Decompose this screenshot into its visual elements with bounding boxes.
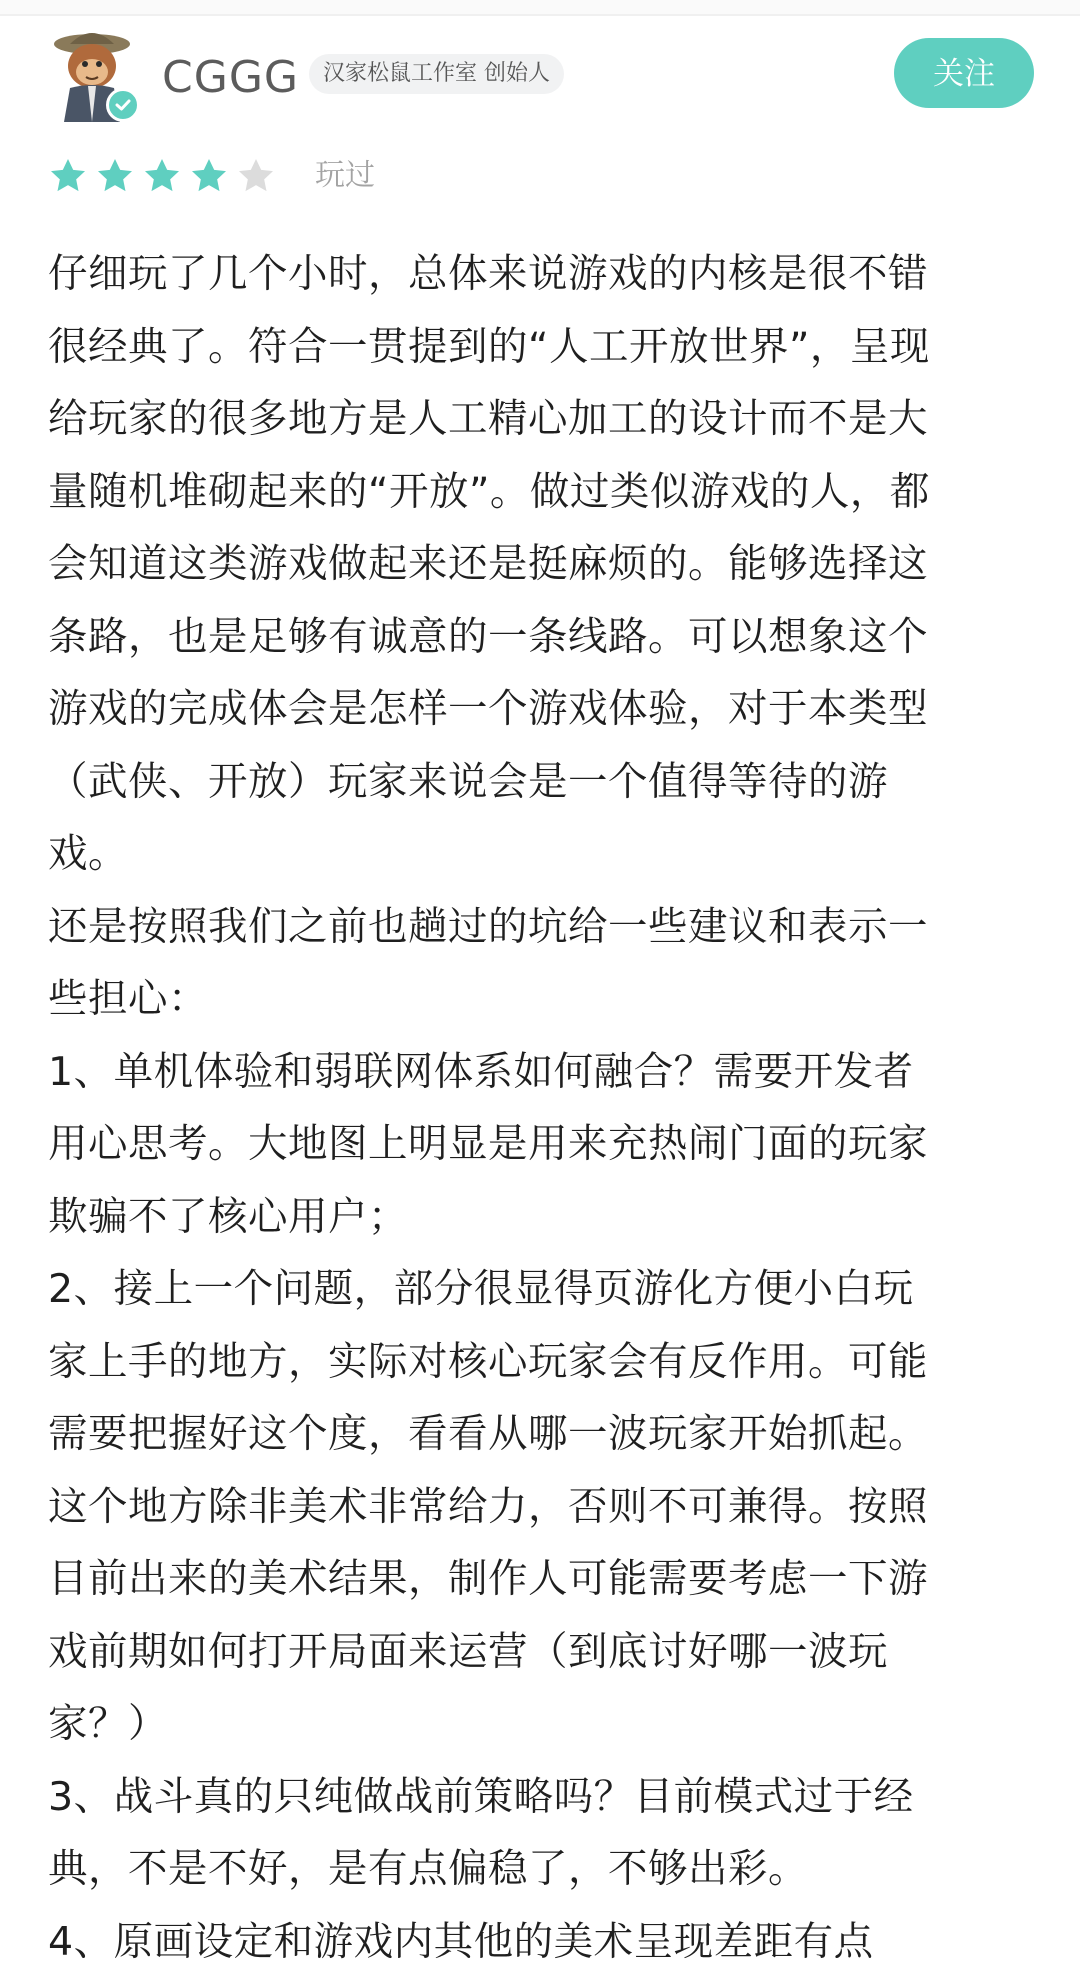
review-line: （武侠、开放）玩家来说会是一个值得等待的游	[48, 758, 888, 805]
review-line: 3、战斗真的只纯做战前策略吗？目前模式过于经	[48, 1773, 914, 1820]
avatar[interactable]	[48, 24, 142, 124]
review-line: 戏前期如何打开局面来运营（到底讨好哪一波玩	[48, 1628, 888, 1675]
played-status: 玩过	[315, 158, 375, 193]
review-line: 1、单机体验和弱联网体系如何融合？需要开发者	[48, 1048, 914, 1095]
review-line: 用心思考。大地图上明显是用来充热闹门面的玩家	[48, 1121, 928, 1167]
user-title-badge: 汉家松鼠工作室 创始人	[309, 54, 564, 94]
star-filled-icon	[142, 156, 182, 196]
rating-row	[48, 150, 375, 202]
review-header	[0, 20, 1080, 140]
review-line: 这个地方除非美术非常给力，否则不可兼得。按照	[48, 1483, 928, 1530]
review-line: 需要把握好这个度，看看从哪一波玩家开始抓起。	[48, 1411, 928, 1457]
star-empty-icon	[236, 156, 276, 196]
star-rating	[48, 156, 283, 196]
review-line: 欺骗不了核心用户；	[48, 1193, 408, 1240]
review-line: 家？）	[48, 1701, 168, 1747]
review-line: 很经典了。符合一贯提到的“人工开放世界”，呈现	[48, 323, 930, 370]
review-line: 4、原画设定和游戏内其他的美术呈现差距有点	[48, 1918, 874, 1965]
review-line: 戏。	[48, 831, 128, 877]
top-divider	[0, 0, 1080, 16]
review-line: 仔细玩了几个小时，总体来说游戏的内核是很不错	[48, 251, 928, 297]
review-line: 典，不是不好，是有点偏稳了，不够出彩。	[48, 1846, 808, 1892]
review-line: 家上手的地方，实际对核心玩家会有反作用。可能	[48, 1338, 928, 1385]
review-line: 些担心：	[48, 976, 208, 1022]
review-line: 量随机堆砌起来的“开放”。做过类似游戏的人，都	[48, 468, 930, 515]
username[interactable]: CGGG	[162, 52, 300, 103]
review-line: 目前出来的美术结果，制作人可能需要考虑一下游	[48, 1556, 928, 1602]
review-line: 游戏的完成体会是怎样一个游戏体验，对于本类型	[48, 686, 928, 732]
review-line: 2、接上一个问题，部分很显得页游化方便小白玩	[48, 1266, 914, 1312]
verified-check-icon	[106, 88, 140, 122]
review-body	[48, 238, 1032, 1978]
star-filled-icon	[95, 156, 135, 196]
review-line: 还是按照我们之前也趟过的坑给一些建议和表示一	[48, 903, 928, 950]
review-line: 条路，也是足够有诚意的一条线路。可以想象这个	[48, 613, 928, 660]
review-line: 会知道这类游戏做起来还是挺麻烦的。能够选择这	[48, 541, 928, 587]
star-filled-icon	[189, 156, 229, 196]
review-line: 给玩家的很多地方是人工精心加工的设计而不是大	[48, 396, 928, 442]
follow-button[interactable]: 关注	[894, 38, 1034, 108]
star-filled-icon	[48, 156, 88, 196]
